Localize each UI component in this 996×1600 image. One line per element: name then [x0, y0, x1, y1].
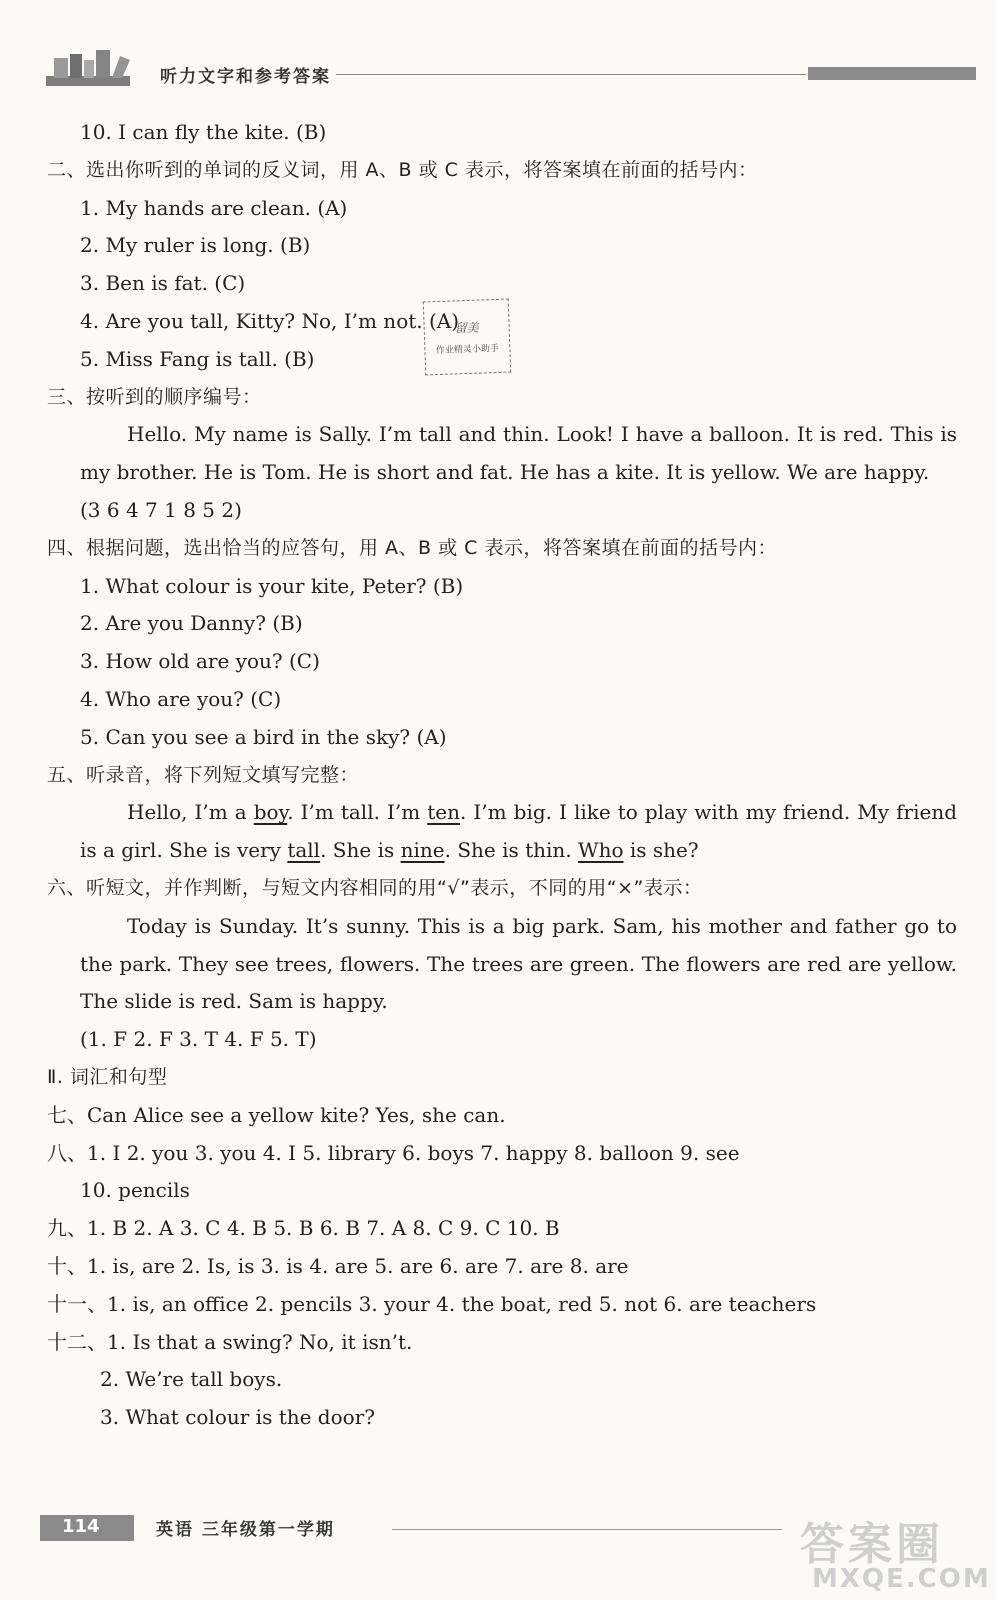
fill-passage — [47, 794, 957, 870]
answer-line: 5. Can you see a bird in the sky? (A) — [80, 724, 447, 749]
section-heading: 二、选出你听到的单词的反义词，用 A、B 或 C 表示，将答案填在前面的括号内： — [47, 158, 758, 181]
watermark-url: MXQE.COM — [812, 1564, 991, 1594]
page-footer — [0, 1480, 996, 1600]
answer-line: 2. Are you Danny? (B) — [80, 611, 303, 636]
passage-text: . She is — [320, 838, 401, 863]
footer-rule — [392, 1529, 782, 1530]
answer-line: 2. My ruler is long. (B) — [80, 233, 311, 258]
section-heading: 四、根据问题，选出恰当的应答句，用 A、B 或 C 表示，将答案填在前面的括号内： — [47, 536, 777, 559]
page-header — [0, 0, 996, 100]
answer-line: 3. Ben is fat. (C) — [80, 271, 246, 296]
listening-passage — [47, 416, 957, 492]
answer-line: 十二、1. Is that a swing? No, it isn’t. — [47, 1329, 413, 1354]
answer-line: 1. What colour is your kite, Peter? (B) — [80, 573, 464, 598]
answer-line: 2. We’re tall boys. — [100, 1367, 283, 1392]
filled-blank: nine — [400, 838, 445, 863]
passage-text: is she? — [623, 838, 699, 863]
seal-stamp: 留美 作业精灵小助手 — [423, 299, 512, 376]
answer-line: 4. Are you tall, Kitty? No, I’m not. (A) — [80, 308, 460, 333]
passage-text: Hello. My name is Sally. I’m tall and thin. Look! I have a balloon. It is red. This is my brother. He is Tom. He is short and fat. He has a kite. It is yellow. We are happy. — [80, 422, 957, 485]
answer-line: 1. My hands are clean. (A) — [80, 195, 348, 220]
answer-line: (3 6 4 7 1 8 5 2) — [80, 497, 242, 522]
watermark-logo: 答案圈 — [800, 1519, 944, 1570]
filled-blank: ten — [427, 800, 460, 825]
header-bar — [808, 67, 976, 80]
section-heading: 六、听短文，并作判断，与短文内容相同的用“√”表示，不同的用“×”表示： — [47, 876, 703, 899]
answer-line: 3. What colour is the door? — [100, 1405, 375, 1430]
passage-text: . I’m tall. I’m — [287, 800, 428, 825]
header-rule — [336, 74, 806, 75]
answer-line: 十一、1. is, an office 2. pencils 3. your 4. the boat, red 5. not 6. are teachers — [47, 1291, 817, 1316]
filled-blank: tall — [287, 838, 321, 863]
answer-line: 3. How old are you? (C) — [80, 649, 320, 674]
passage-text: Hello, I’m a — [127, 800, 254, 825]
answer-line: 十、1. is, are 2. Is, is 3. is 4. are 5. are 6. are 7. are 8. are — [47, 1253, 629, 1278]
passage-text: . I’m big. I like to play with my friend. My friend is a girl. She is very — [80, 800, 957, 863]
answer-line: 八、1. I 2. you 3. you 4. I 5. library 6. boys 7. happy 8. balloon 9. see — [47, 1140, 740, 1165]
page-number: 114 — [62, 1516, 100, 1537]
answer-line: 10. I can fly the kite. (B) — [80, 120, 327, 144]
passage-text: . She is thin. — [444, 838, 579, 863]
answer-line: 九、1. B 2. A 3. C 4. B 5. B 6. B 7. A 8. C 9. C 10. B — [47, 1216, 560, 1241]
passage-text: Today is Sunday. It’s sunny. This is a big park. Sam, his mother and father go to the park. They see trees, flowers. The trees are green. The flowers are red are yellow. The slide is red. Sam is happy. — [80, 913, 957, 1014]
answer-line: 七、Can Alice see a yellow kite? Yes, she can. — [47, 1102, 506, 1127]
section-heading: 三、按听到的顺序编号： — [47, 385, 262, 408]
filled-blank: boy — [253, 800, 288, 825]
part-heading: Ⅱ. 词汇和句型 — [47, 1065, 168, 1088]
books-icon — [44, 48, 134, 90]
header-title: 听力文字和参考答案 — [160, 67, 331, 87]
answer-line: 5. Miss Fang is tall. (B) — [80, 346, 315, 371]
filled-blank: Who — [578, 838, 624, 863]
answer-line: 4. Who are you? (C) — [80, 686, 282, 711]
judgement-passage — [47, 908, 957, 1021]
footer-subject: 英语 三年级第一学期 — [156, 1520, 335, 1540]
section-heading: 五、听录音，将下列短文填写完整： — [47, 763, 360, 786]
answer-line: (1. F 2. F 3. T 4. F 5. T) — [80, 1027, 317, 1052]
answer-line: 10. pencils — [80, 1178, 190, 1203]
